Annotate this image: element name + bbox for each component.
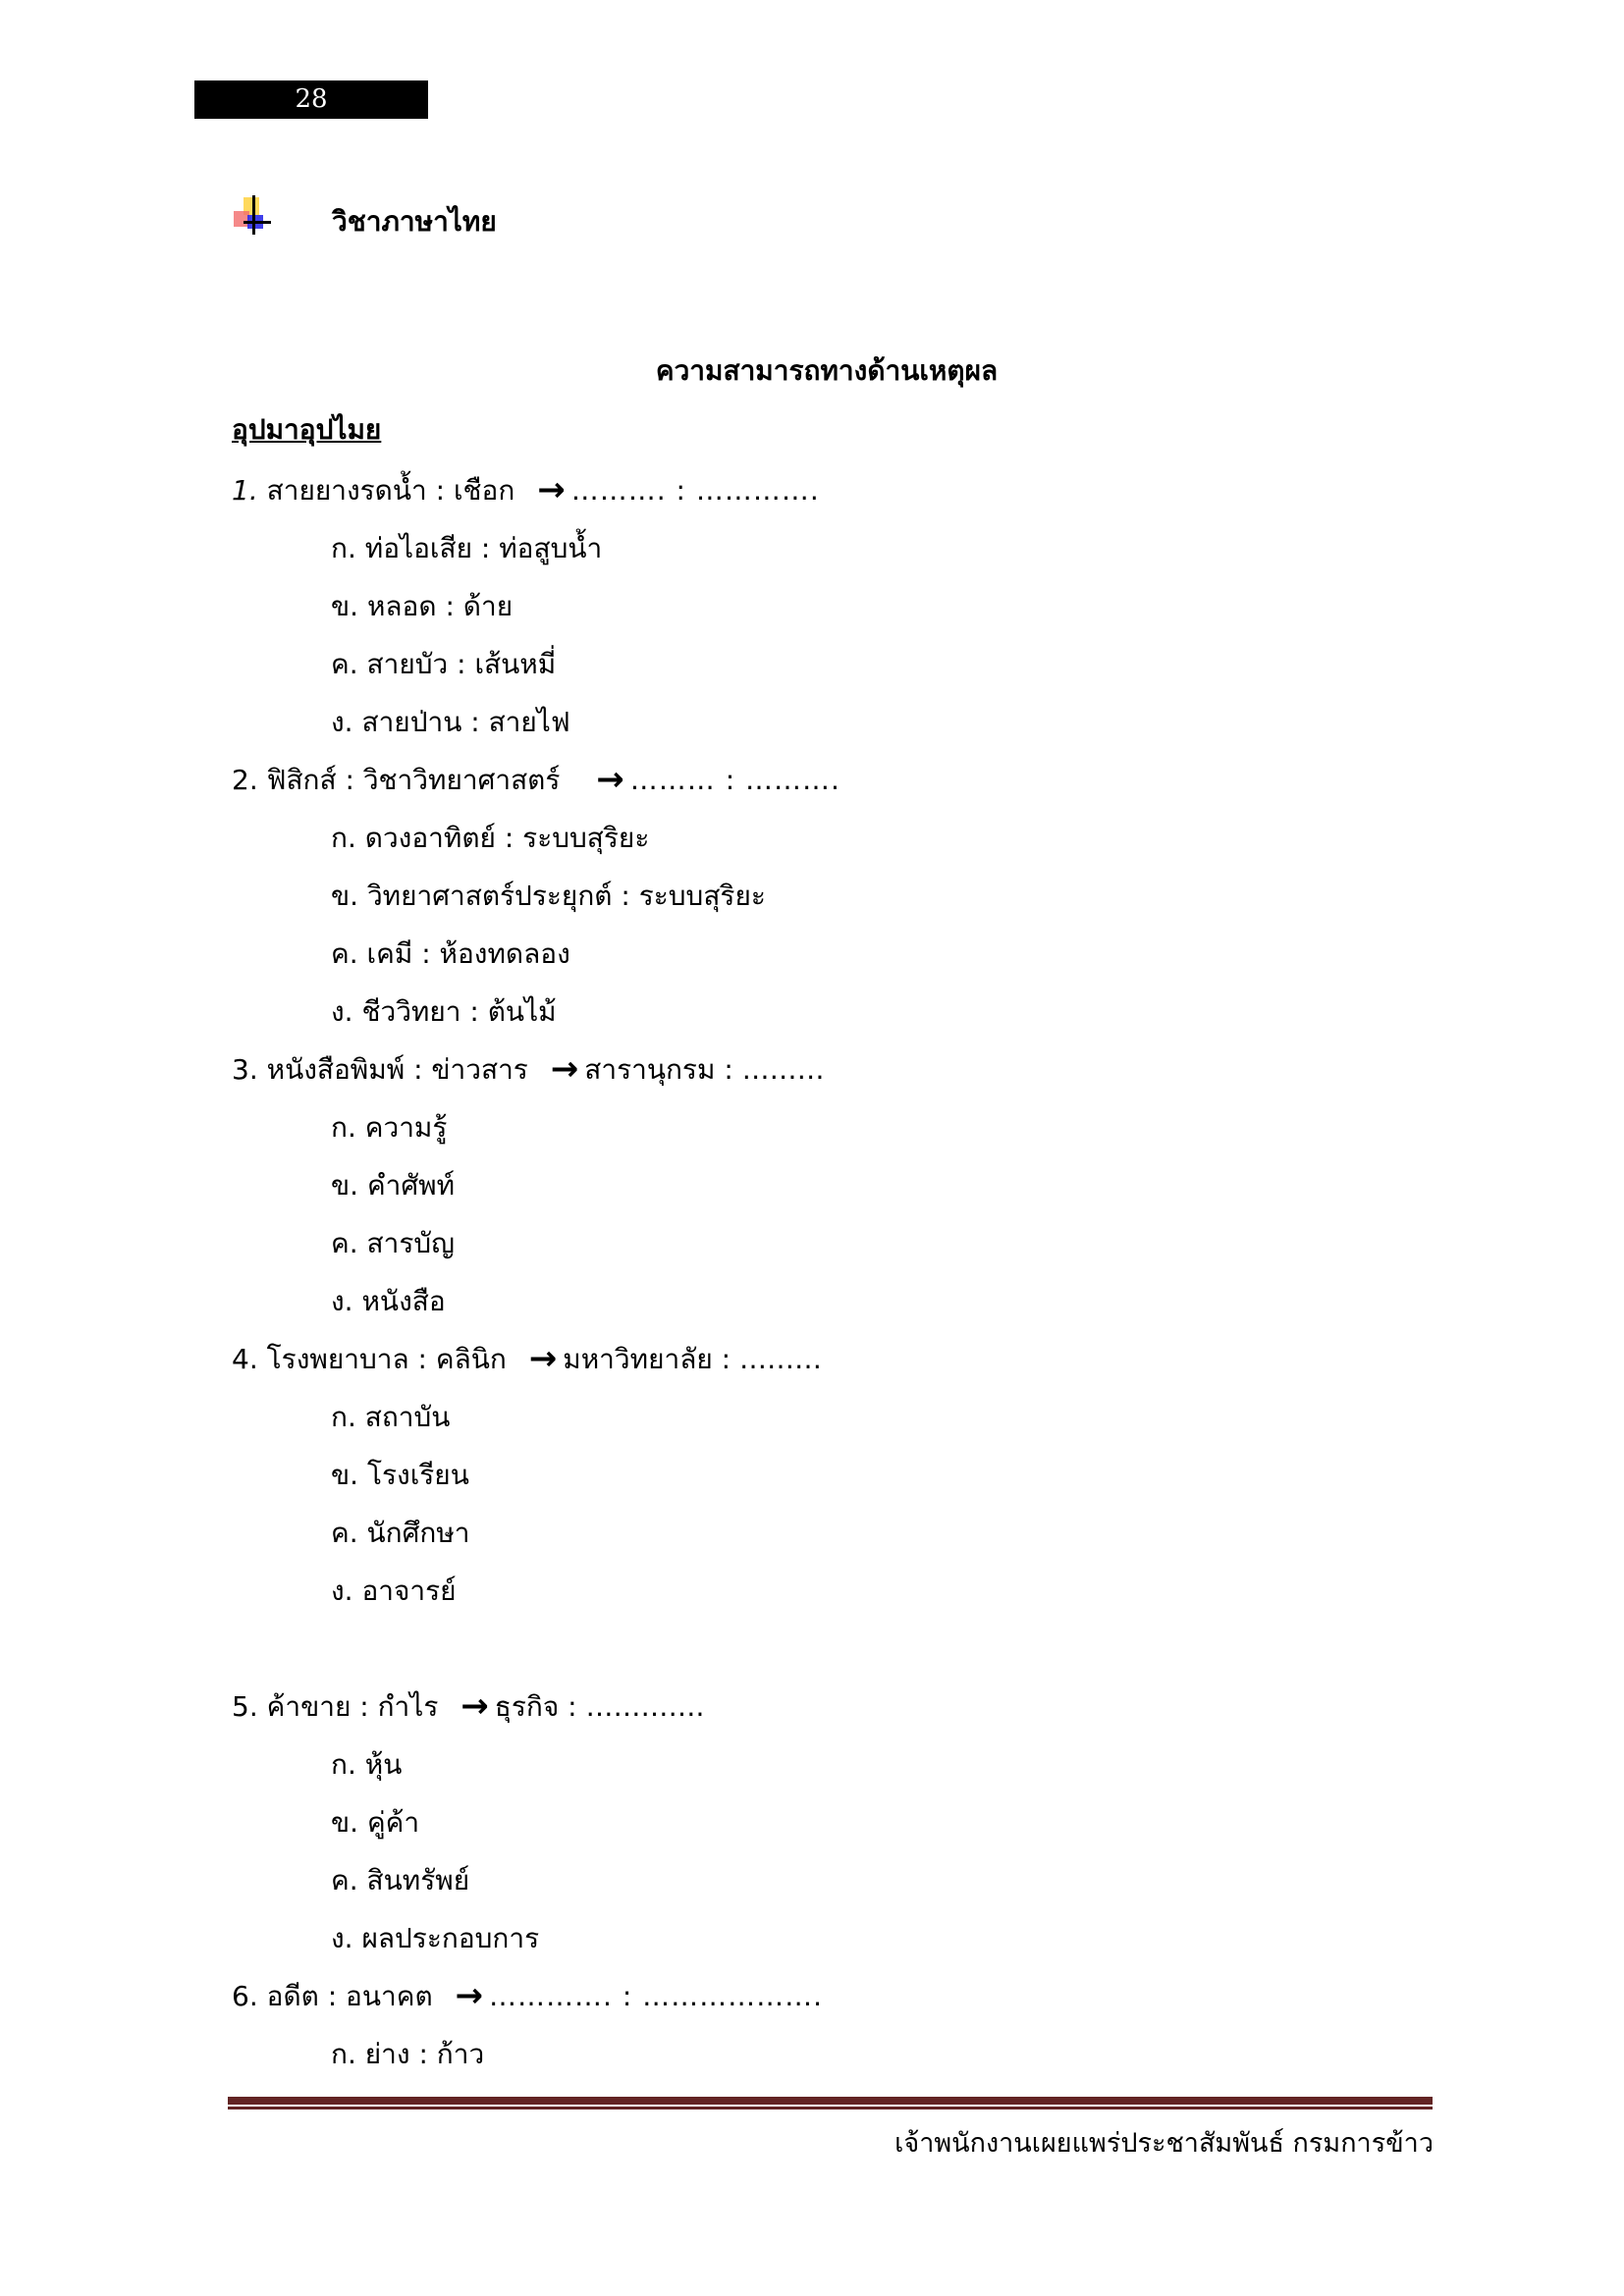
choice[interactable]: ข. โรงเรียน (331, 1459, 469, 1491)
answer-blank: สารานุกรม : ……… (584, 1053, 825, 1086)
choice[interactable]: ข. คำศัพท์ (331, 1169, 456, 1201)
spacer (232, 1620, 1410, 1678)
question-pair: ฟิสิกส์ : วิชาวิทยาศาสตร์ (266, 764, 561, 796)
question-6 (232, 1967, 1410, 2025)
choice[interactable]: ก. ดวงอาทิตย์ : ระบบสุริยะ (331, 822, 650, 854)
choice[interactable]: ก. ย่าง : ก้าว (331, 2038, 485, 2070)
choice[interactable]: ค. สายบัว : เส้นหมี่ (331, 648, 557, 680)
arrow-right-icon: → (537, 470, 566, 509)
arrow-right-icon: → (596, 760, 624, 799)
choice[interactable]: ข. หลอด : ด้าย (331, 590, 514, 622)
choice[interactable]: ก. ท่อไอเสีย : ท่อสูบน้ำ (331, 532, 603, 564)
question-number: 2. (232, 764, 258, 796)
question-number: 3. (232, 1053, 258, 1086)
choice[interactable]: ง. สายป่าน : สายไฟ (331, 706, 570, 738)
footer-rule-thin (228, 2107, 1433, 2109)
answer-blank: ธุรกิจ : …………. (494, 1690, 705, 1723)
choice[interactable]: ง. อาจารย์ (331, 1575, 457, 1607)
choice[interactable]: ข. วิทยาศาสตร์ประยุกต์ : ระบบสุริยะ (331, 880, 766, 912)
arrow-right-icon: → (460, 1686, 489, 1726)
question-number: 6. (232, 1980, 258, 2012)
subject-title: วิชาภาษาไทย (332, 205, 497, 238)
question-4 (232, 1330, 1410, 1388)
choice[interactable]: ง. ชีววิทยา : ต้นไม้ (331, 995, 557, 1028)
bullet-cross-icon (232, 195, 273, 237)
question-1 (232, 461, 1410, 519)
choice[interactable]: ง. หนังสือ (331, 1285, 446, 1317)
question-2 (232, 751, 1410, 809)
answer-blank: มหาวิทยาลัย : ……… (563, 1343, 822, 1375)
footer-text: เจ้าพนักงานเผยแพร่ประชาสัมพันธ์ กรมการข้าว (894, 2128, 1434, 2159)
question-3 (232, 1041, 1410, 1098)
footer-rule (228, 2097, 1433, 2105)
choice[interactable]: ค. สินทรัพย์ (331, 1864, 470, 1896)
choice[interactable]: ก. สถาบัน (331, 1401, 451, 1433)
choice[interactable]: ค. สารบัญ (331, 1227, 456, 1259)
question-number: 5. (232, 1690, 258, 1723)
answer-blank: ……… : ………. (629, 764, 840, 796)
question-pair: ค้าขาย : กำไร (266, 1690, 439, 1723)
arrow-right-icon: → (455, 1976, 484, 2015)
question-list (232, 461, 1410, 2083)
choice[interactable]: ค. นักศึกษา (331, 1517, 470, 1549)
choice[interactable]: ข. คู่ค้า (331, 1806, 420, 1839)
answer-blank: …………. : ………………. (489, 1980, 824, 2012)
subsection-title: อุปมาอุปไมย (232, 413, 382, 446)
question-number: 1. (232, 474, 258, 507)
question-pair: โรงพยาบาล : คลินิก (266, 1343, 507, 1375)
section-title: ความสามารถทางด้านเหตุผล (655, 354, 999, 387)
choice[interactable]: ก. หุ้น (331, 1748, 403, 1781)
subject-header (232, 192, 273, 240)
question-pair: สายยางรดน้ำ : เชือก (266, 474, 515, 507)
question-number: 4. (232, 1343, 258, 1375)
choice[interactable]: ง. ผลประกอบการ (331, 1922, 540, 1954)
choice[interactable]: ค. เคมี : ห้องทดลอง (331, 937, 570, 970)
question-pair: อดีต : อนาคต (266, 1980, 433, 2012)
answer-blank: ………. : …………. (570, 474, 820, 507)
page-number: 28 (194, 80, 428, 119)
question-5 (232, 1678, 1410, 1735)
arrow-right-icon: → (550, 1049, 579, 1089)
question-pair: หนังสือพิมพ์ : ข่าวสาร (266, 1053, 528, 1086)
choice[interactable]: ก. ความรู้ (331, 1111, 448, 1144)
arrow-right-icon: → (528, 1339, 558, 1378)
